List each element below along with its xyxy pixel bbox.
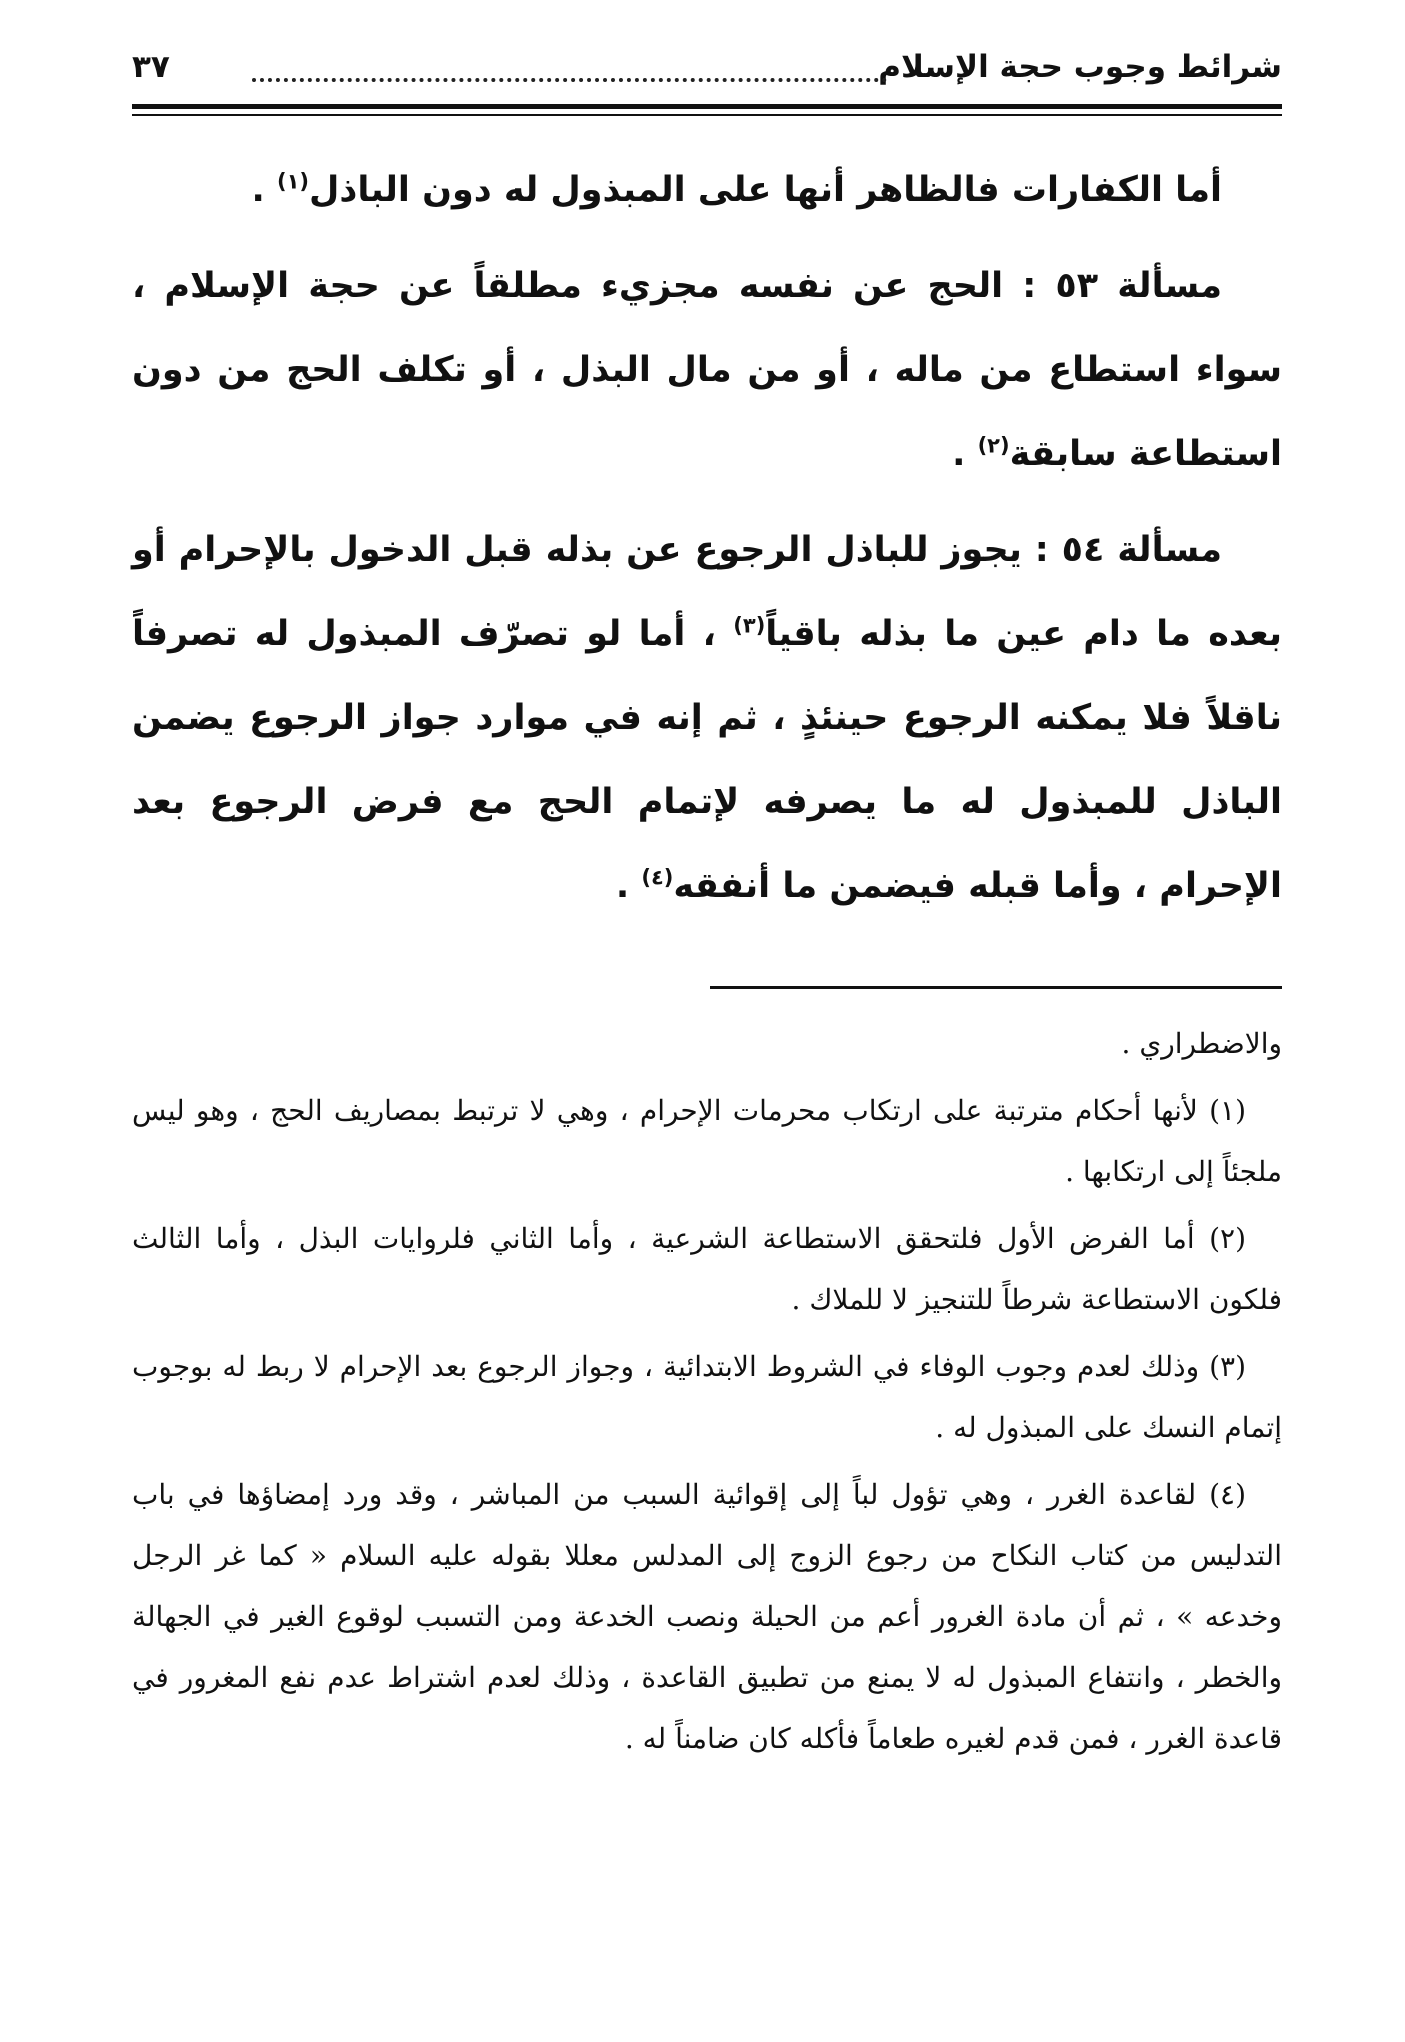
running-title: شرائط وجوب حجة الإسلام: [878, 49, 1282, 85]
footnote-3: (٣) وذلك لعدم وجوب الوفاء في الشروط الابتدائية ، وجواز الرجوع بعد الإحرام لا ربط له بوجوب إتمام النسك على المبذول له .: [132, 1350, 1282, 1444]
header-rule-thin: [132, 114, 1282, 116]
book-page: [132, 38, 1282, 1998]
footnotes: [132, 1013, 1282, 1775]
paragraph-masala-53: [132, 244, 1282, 496]
footnote-continuation: والاضطراري .: [1121, 1027, 1282, 1060]
paragraph-text: أما الكفارات فالظاهر أنها على المبذول له دون الباذل: [309, 170, 1222, 210]
paragraph-end: .: [952, 434, 978, 474]
footnote-ref-4[interactable]: (٤): [641, 865, 674, 890]
footnote-separator: [710, 986, 1282, 989]
main-text: [132, 148, 1282, 940]
leader-dots: [252, 78, 887, 82]
page-header: [132, 38, 1282, 100]
paragraph-kaffarat: [132, 148, 1282, 232]
paragraph-end: .: [251, 170, 277, 210]
paragraph-text: مسألة ٥٣ : الحج عن نفسه مجزيء مطلقاً عن حجة الإسلام ، سواء استطاع من ماله ، أو من مال البذل ، أو تكلف الحج من دون استطاعة سابقة: [132, 266, 1282, 474]
footnote-ref-1[interactable]: (١): [276, 169, 309, 194]
paragraph-text-a: مسألة ٥٤ : يجوز للباذل الرجوع عن بذله قبل الدخول بالإحرام أو بعده ما دام عين ما بذله باقياً: [132, 530, 1283, 654]
footnote-4: (٤) لقاعدة الغرر ، وهي تؤول لباً إلى إقوائية السبب من المباشر ، وقد ورد إمضاؤها في باب التدليس من كتاب النكاح من رجوع الزوج إلى المدلس معللا بقوله عليه السلام « كما غر الرجل وخدعه » ، ثم أن مادة الغرور أعم من الحيلة ونصب الخدعة ومن التسبب لوقوع الغير في الجهالة والخطر ، وانتفاع المبذول له لا يمنع من تطبيق القاعدة ، وذلك لعدم اشتراط عدم نفع المغرور في قاعدة الغرر ، فمن قدم لغيره طعاماً فأكله كان ضامناً له .: [132, 1478, 1282, 1755]
paragraph-end: .: [615, 866, 642, 906]
paragraph-masala-54: [132, 508, 1282, 928]
footnote-ref-3[interactable]: (٣): [733, 613, 766, 638]
footnote-ref-2[interactable]: (٢): [977, 433, 1010, 458]
header-rule-thick: [132, 104, 1282, 109]
footnote-2: (٢) أما الفرض الأول فلتحقق الاستطاعة الشرعية ، وأما الثاني فلروايات البذل ، وأما الثالث فلكون الاستطاعة شرطاً للتنجيز لا للملاك .: [132, 1222, 1282, 1316]
footnote-1: (١) لأنها أحكام مترتبة على ارتكاب محرمات الإحرام ، وهي لا ترتبط بمصاريف الحج ، وهو ليس ملجئاً إلى ارتكابها .: [132, 1094, 1282, 1188]
page-number: ٣٧: [132, 49, 170, 85]
paragraph-text-b: ، أما لو تصرّف المبذول له تصرفاً ناقلاً فلا يمكنه الرجوع حينئذٍ ، ثم إنه في موارد جواز الرجوع يضمن الباذل للمبذول له ما يصرفه لإتمام الحج مع فرض الرجوع بعد الإحرام ، وأما قبله فيضمن ما أنفقه: [132, 614, 1282, 906]
